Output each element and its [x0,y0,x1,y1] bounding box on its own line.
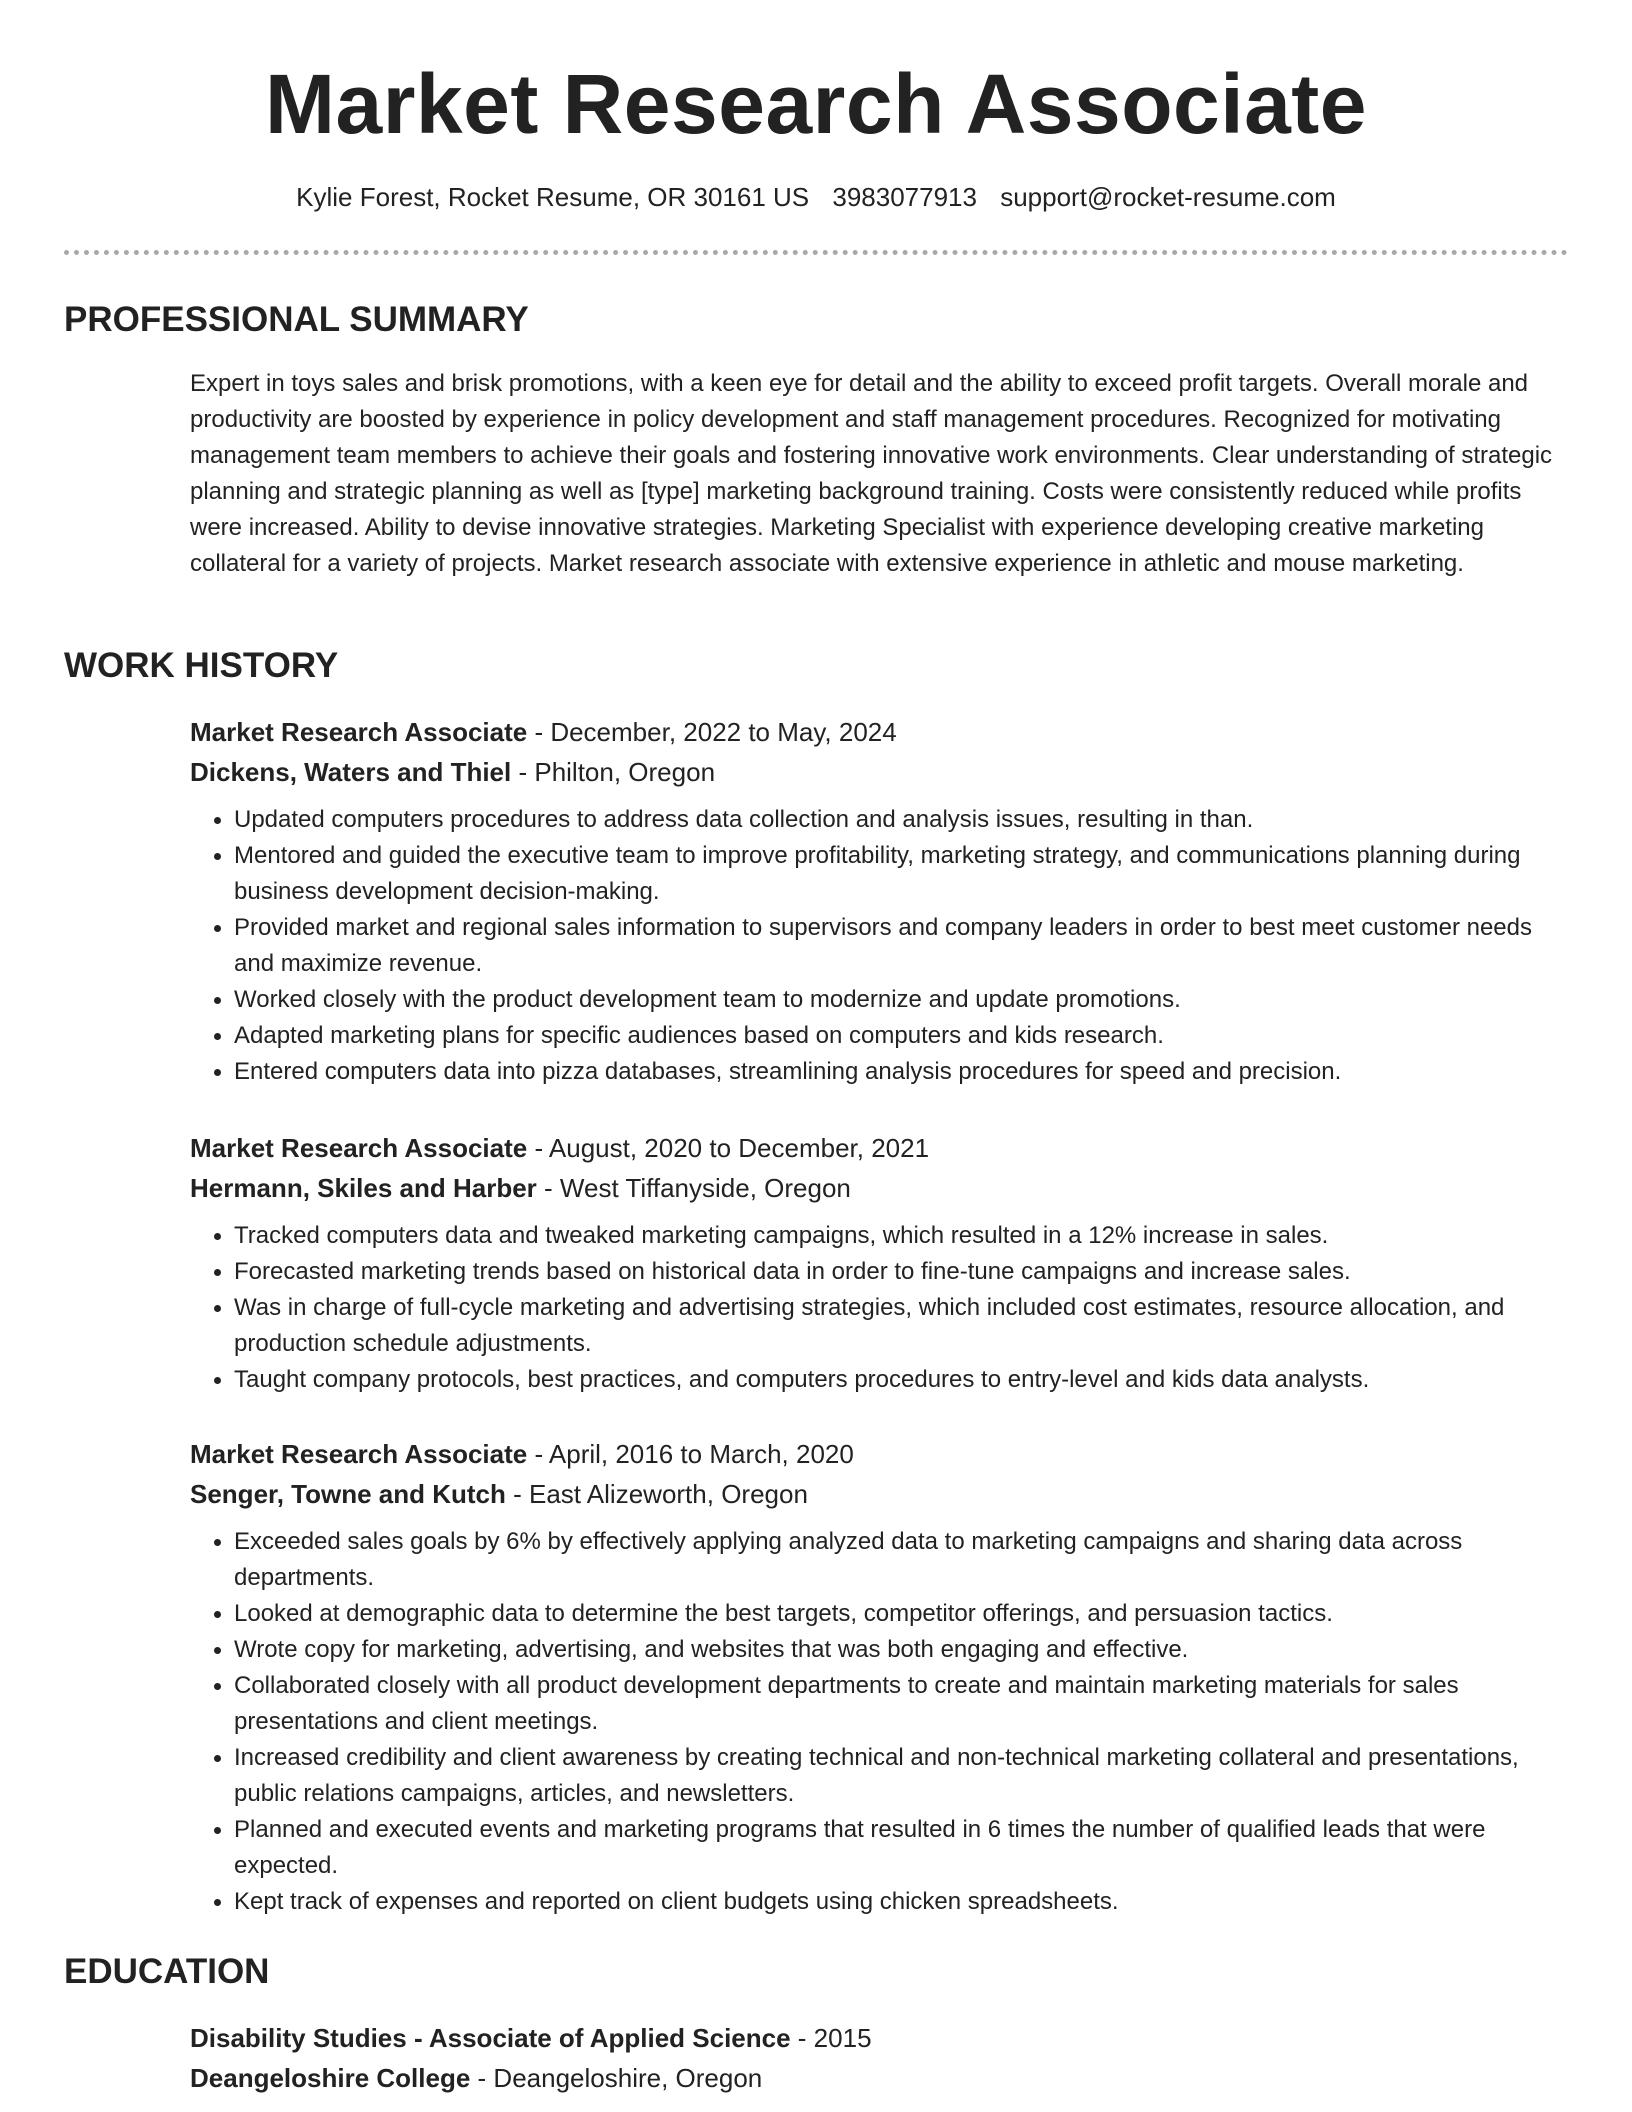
bullet-item: • Looked at demographic data to determine the best targets, competitor offerings, and persuasion tactics. [234,1596,1570,1632]
job-entry [190,712,1570,1090]
job-company-line [190,1474,1570,1514]
job-bullets [190,802,1570,1090]
bullet-item: • Worked closely with the product development team to modernize and update promotions. [234,982,1570,1018]
job-dates: - August, 2020 to December, 2021 [527,1133,930,1163]
job-entry [190,1128,1570,1398]
contact-email[interactable]: support@rocket-resume.com [1000,182,1336,212]
section-heading-summary: PROFESSIONAL SUMMARY [64,300,529,339]
job-title: Market Research Associate [190,1133,528,1163]
education-school: Deangeloshire College [190,2063,471,2093]
bullet-item: • Wrote copy for marketing, advertising, and websites that was both engaging and effective. [234,1632,1570,1668]
job-company: Senger, Towne and Kutch [190,1479,506,1509]
job-company-line [190,1168,1570,1208]
education-entry [190,2018,1570,2098]
contact-phone[interactable]: 3983077913 [832,182,977,212]
job-location: - East Alizeworth, Oregon [505,1479,808,1509]
job-title-line [190,1434,1570,1474]
job-title-line [190,1128,1570,1168]
bullet-item: • Provided market and regional sales information to supervisors and company leaders in order to best meet customer needs and maximize revenue. [234,910,1570,982]
job-location: - Philton, Oregon [511,757,716,787]
education-year: - 2015 [790,2023,872,2053]
job-title-line [190,712,1570,752]
bullet-item: • Mentored and guided the executive team to improve profitability, marketing strategy, and communications planning during business development decision-making. [234,838,1570,910]
bullet-item: • Planned and executed events and marketing programs that resulted in 6 times the number of qualified leads that were expected. [234,1812,1570,1884]
job-title: Market Research Associate [190,1439,528,1469]
header-divider [64,250,1568,255]
bullet-item: • Taught company protocols, best practices, and computers procedures to entry-level and kids data analysts. [234,1362,1570,1398]
job-location: - West Tiffanyside, Oregon [536,1173,851,1203]
education-school-line [190,2058,1570,2098]
job-entry [190,1434,1570,1920]
summary-block [190,366,1570,582]
education-location: - Deangeloshire, Oregon [470,2063,763,2093]
bullet-item: • Adapted marketing plans for specific audiences based on computers and kids research. [234,1018,1570,1054]
bullet-item: • Increased credibility and client awareness by creating technical and non-technical marketing collateral and presentations, public relations campaigns, articles, and newsletters. [234,1740,1570,1812]
bullet-item: • Tracked computers data and tweaked marketing campaigns, which resulted in a 12% increase in sales. [234,1218,1570,1254]
bullet-item: • Entered computers data into pizza databases, streamlining analysis procedures for speed and precision. [234,1054,1570,1090]
resume-title: Market Research Associate [265,57,1367,151]
job-bullets [190,1524,1570,1920]
bullet-item: • Forecasted marketing trends based on historical data in order to fine-tune campaigns and increase sales. [234,1254,1570,1290]
job-title: Market Research Associate [190,717,528,747]
job-company: Hermann, Skiles and Harber [190,1173,537,1203]
job-company-line [190,752,1570,792]
education-degree: Disability Studies - Associate of Applied Science [190,2023,791,2053]
education-degree-line [190,2018,1570,2058]
job-bullets [190,1218,1570,1398]
bullet-item: • Updated computers procedures to address data collection and analysis issues, resulting in than. [234,802,1570,838]
summary-text: Expert in toys sales and brisk promotions, with a keen eye for detail and the ability to exceed profit targets. Overall morale and productivity are boosted by experience in policy development and staff management procedures. Recognized for motivating management team members to achieve their goals and fostering innovative work environments. Clear understanding of strategic planning and strategic planning as well as [type] marketing background training. Costs were consistently reduced while profits were increased. Ability to devise innovative strategies. Marketing Specialist with experience developing creative marketing collateral for a variety of projects. Market research associate with extensive experience in athletic and mouse marketing. [190,370,1553,577]
bullet-item: • Exceeded sales goals by 6% by effectively applying analyzed data to marketing campaigns and sharing data across departments. [234,1524,1570,1596]
job-dates: - April, 2016 to March, 2020 [527,1439,854,1469]
section-heading-education: EDUCATION [64,1952,270,1991]
contact-address: Kylie Forest, Rocket Resume, OR 30161 US [296,182,810,212]
bullet-item: • Collaborated closely with all product development departments to create and maintain marketing materials for sales presentations and client meetings. [234,1668,1570,1740]
job-dates: - December, 2022 to May, 2024 [527,717,897,747]
job-company: Dickens, Waters and Thiel [190,757,512,787]
bullet-item: • Was in charge of full-cycle marketing and advertising strategies, which included cost estimates, resource allocation, and production schedule adjustments. [234,1290,1570,1362]
section-heading-work-history: WORK HISTORY [64,646,339,685]
bullet-item: • Kept track of expenses and reported on client budgets using chicken spreadsheets. [234,1884,1570,1920]
contact-line [0,182,1632,213]
